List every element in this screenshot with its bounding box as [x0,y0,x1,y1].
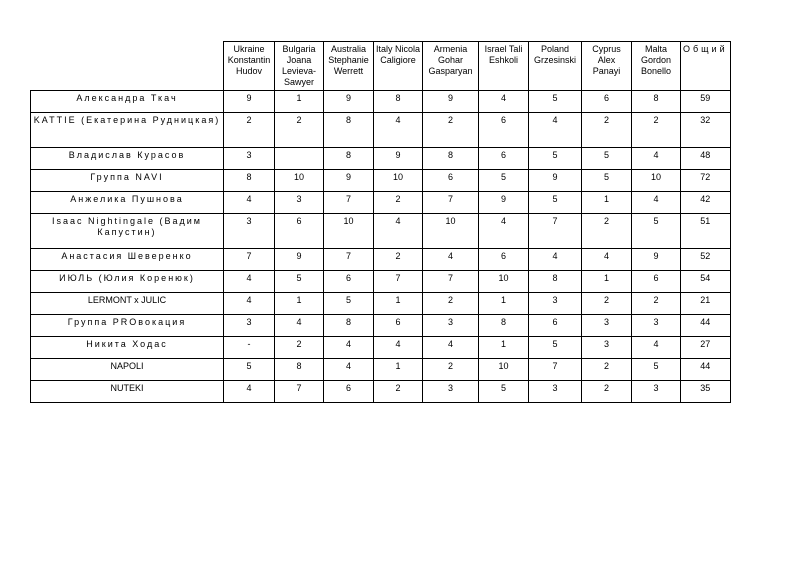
score-cell: 7 [529,359,582,381]
score-cell: 2 [632,293,681,315]
total-cell: 44 [681,359,731,381]
score-cell: 2 [582,359,632,381]
total-cell: 72 [681,170,731,192]
score-cell: 6 [324,381,374,403]
table-row [31,148,731,170]
score-cell: 4 [324,337,374,359]
score-cell: 3 [275,192,324,214]
score-cell: 5 [632,214,681,249]
jury-scores-table [30,41,731,403]
total-column-header: Общий [681,42,731,91]
score-cell: 2 [423,113,479,148]
score-cell: 9 [324,91,374,113]
score-cell: 2 [224,113,275,148]
score-cell: 1 [374,359,423,381]
total-cell: 42 [681,192,731,214]
score-cell: 1 [374,293,423,315]
score-cell: 9 [275,249,324,271]
artist-name: Анжелика Пушнова [31,192,224,214]
total-cell: 48 [681,148,731,170]
score-cell: 6 [632,271,681,293]
score-cell: 2 [632,113,681,148]
table-row [31,315,731,337]
score-cell: 3 [582,315,632,337]
score-cell: 1 [582,271,632,293]
score-cell: 4 [324,359,374,381]
score-cell: 5 [479,381,529,403]
score-cell: 2 [423,293,479,315]
artist-name: Никита Ходас [31,337,224,359]
total-cell: 51 [681,214,731,249]
header-corner [31,42,224,91]
score-cell: 2 [582,214,632,249]
column-header: Cyprus Alex Panayi [582,42,632,91]
score-cell: 8 [374,91,423,113]
score-cell: 5 [324,293,374,315]
score-cell: 4 [224,192,275,214]
artist-name: Анастасия Шеверенко [31,249,224,271]
score-cell: 6 [374,315,423,337]
total-cell: 35 [681,381,731,403]
total-cell: 44 [681,315,731,337]
score-cell: - [224,337,275,359]
table-row [31,359,731,381]
table-row [31,192,731,214]
score-cell: 4 [275,315,324,337]
score-cell: 10 [632,170,681,192]
score-cell: 8 [632,91,681,113]
score-cell: 7 [224,249,275,271]
score-cell: 2 [374,249,423,271]
column-header: Ukraine Konstantin Hudov [224,42,275,91]
score-cell: 7 [324,249,374,271]
artist-name: Isaac Nightingale (Вадим Капустин) [31,214,224,249]
artist-name: NUTEKI [31,381,224,403]
score-cell: 6 [324,271,374,293]
score-cell: 9 [374,148,423,170]
score-cell: 3 [529,381,582,403]
artist-name: Группа PROвокация [31,315,224,337]
score-cell: 5 [224,359,275,381]
score-cell: 5 [632,359,681,381]
score-cell: 1 [582,192,632,214]
score-cell: 6 [479,249,529,271]
score-cell: 7 [324,192,374,214]
table-row [31,170,731,192]
score-cell: 9 [324,170,374,192]
score-cell: 3 [582,337,632,359]
score-cell: 3 [423,315,479,337]
score-cell: 9 [529,170,582,192]
score-cell: 4 [479,214,529,249]
score-cell: 4 [632,337,681,359]
column-header: Bulgaria Joana Levieva-Sawyer [275,42,324,91]
score-cell: 5 [582,148,632,170]
artist-name: ИЮЛЬ (Юлия Коренюк) [31,271,224,293]
table-row [31,337,731,359]
score-cell: 6 [479,148,529,170]
score-cell: 2 [423,359,479,381]
score-cell: 6 [479,113,529,148]
score-cell: 4 [479,91,529,113]
score-cell: 9 [632,249,681,271]
artist-name: KATTIE (Екатерина Рудницкая) [31,113,224,148]
score-cell: 4 [224,293,275,315]
total-cell: 54 [681,271,731,293]
score-cell: 7 [374,271,423,293]
score-cell: 2 [275,113,324,148]
table-row [31,113,731,148]
score-cell: 2 [275,337,324,359]
score-cell: 4 [529,113,582,148]
artist-name: NAPOLI [31,359,224,381]
score-cell: 5 [529,192,582,214]
score-cell: 5 [582,170,632,192]
score-cell: 4 [423,337,479,359]
total-cell: 27 [681,337,731,359]
column-header: Malta Gordon Bonello [632,42,681,91]
score-cell: 1 [479,293,529,315]
score-cell: 2 [374,381,423,403]
total-cell: 21 [681,293,731,315]
artist-name: Александра Ткач [31,91,224,113]
score-cell: 1 [275,293,324,315]
score-cell: 5 [275,271,324,293]
score-cell: 3 [632,381,681,403]
score-cell: 5 [479,170,529,192]
column-header: Australia Stephanie Werrett [324,42,374,91]
table-row [31,293,731,315]
score-cell [275,148,324,170]
table-row [31,249,731,271]
score-cell: 5 [529,91,582,113]
score-cell: 2 [582,293,632,315]
score-cell: 3 [632,315,681,337]
score-cell: 6 [275,214,324,249]
score-cell: 8 [479,315,529,337]
score-cell: 7 [275,381,324,403]
score-cell: 6 [529,315,582,337]
artist-name: Группа NAVI [31,170,224,192]
score-cell: 10 [275,170,324,192]
total-cell: 32 [681,113,731,148]
score-cell: 10 [479,271,529,293]
column-header: Israel Tali Eshkoli [479,42,529,91]
score-cell: 7 [423,271,479,293]
score-cell: 3 [224,315,275,337]
score-cell: 8 [224,170,275,192]
table-row [31,381,731,403]
score-cell: 9 [423,91,479,113]
score-cell: 4 [224,271,275,293]
header-row [31,42,731,91]
score-cell: 8 [529,271,582,293]
score-cell: 8 [324,315,374,337]
artist-name: LERMONT x JULIC [31,293,224,315]
score-cell: 8 [324,148,374,170]
artist-name: Владислав Курасов [31,148,224,170]
score-cell: 4 [632,148,681,170]
score-cell: 8 [324,113,374,148]
score-cell: 1 [479,337,529,359]
total-cell: 52 [681,249,731,271]
score-cell: 4 [374,337,423,359]
score-cell: 10 [423,214,479,249]
score-cell: 2 [374,192,423,214]
score-cell: 2 [582,113,632,148]
score-cell: 9 [479,192,529,214]
score-cell: 5 [529,148,582,170]
score-cell: 4 [374,214,423,249]
score-cell: 3 [423,381,479,403]
score-cell: 4 [224,381,275,403]
score-cell: 7 [423,192,479,214]
score-cell: 3 [224,148,275,170]
table-row [31,91,731,113]
score-cell: 8 [423,148,479,170]
score-cell: 5 [529,337,582,359]
score-cell: 1 [275,91,324,113]
column-header: Italy Nicola Caligiore [374,42,423,91]
score-cell: 2 [582,381,632,403]
total-cell: 59 [681,91,731,113]
score-cell: 10 [374,170,423,192]
score-cell: 8 [275,359,324,381]
score-cell: 3 [529,293,582,315]
score-cell: 10 [479,359,529,381]
score-cell: 4 [423,249,479,271]
table-row [31,271,731,293]
score-cell: 9 [224,91,275,113]
score-cell: 4 [632,192,681,214]
table-row [31,214,731,249]
score-cell: 4 [582,249,632,271]
score-cell: 6 [423,170,479,192]
score-cell: 7 [529,214,582,249]
score-cell: 4 [374,113,423,148]
column-header: Poland Grzesinski [529,42,582,91]
score-cell: 3 [224,214,275,249]
column-header: Armenia Gohar Gasparyan [423,42,479,91]
score-cell: 10 [324,214,374,249]
score-cell: 4 [529,249,582,271]
score-cell: 6 [582,91,632,113]
